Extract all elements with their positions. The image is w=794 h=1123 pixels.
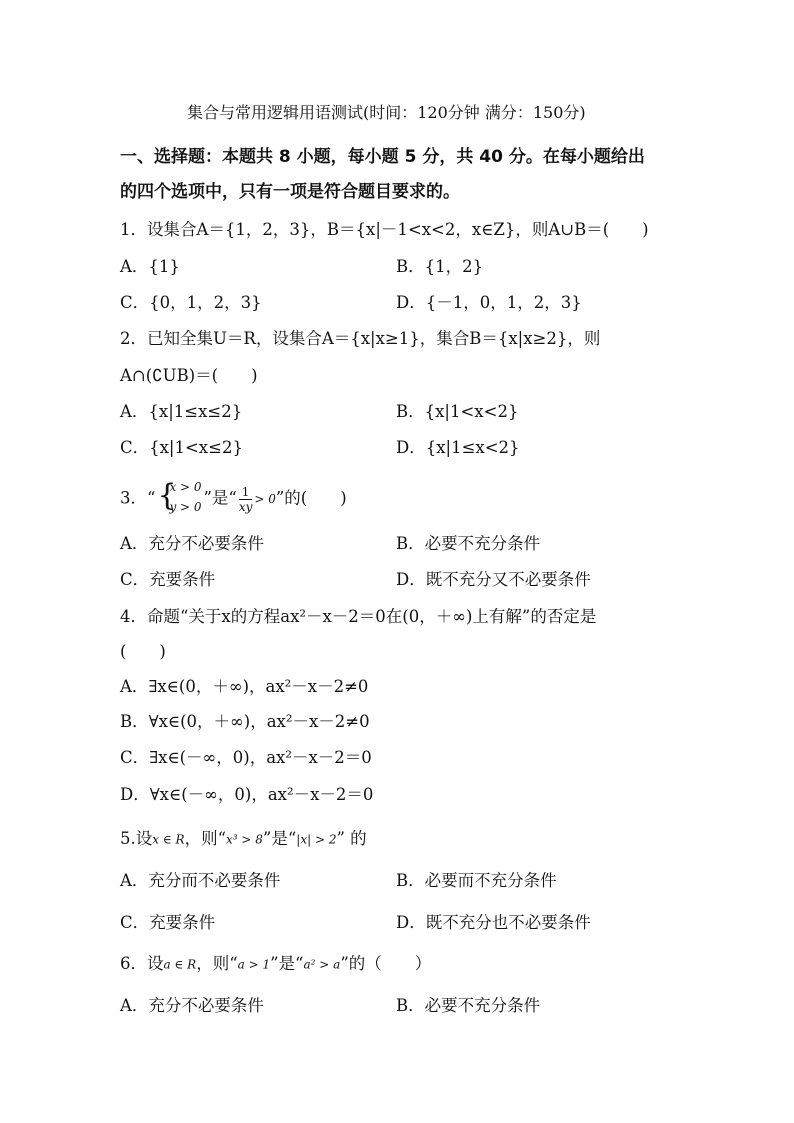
q2-stem-line-1: 2．已知全集U＝R，设集合A＝{x|x≥1}，集合B＝{x|x≥2}，则 — [120, 329, 601, 348]
q3-stem — [120, 478, 347, 516]
q3-fraction-numerator: 1 — [239, 485, 253, 500]
q2-option-b: B．{x|1<x<2} — [396, 402, 519, 421]
q3-mid: ”是“ — [203, 488, 237, 508]
q3-prefix: 3．“ — [120, 488, 156, 508]
q6-stem — [120, 953, 431, 976]
q4-option-d: D．∀x∈(－∞，0)，ax²－x－2＝0 — [120, 785, 374, 804]
q4-stem-line-2: ( ) — [120, 642, 166, 661]
q3-option-c: C．充要条件 — [120, 570, 216, 589]
q6-option-b: B．必要不充分条件 — [396, 996, 541, 1015]
q6-part-4: a > 1 — [237, 957, 271, 972]
q3-option-d: D．既不充分又不必要条件 — [396, 570, 591, 589]
q3-option-a: A．充分不必要条件 — [120, 534, 264, 553]
q5-option-c: C．充要条件 — [120, 913, 216, 932]
q4-option-b: B．∀x∈(0，＋∞)，ax²－x－2≠0 — [120, 712, 370, 731]
q4-option-c: C．∃x∈(－∞，0)，ax²－x－2＝0 — [120, 748, 372, 767]
q3-fraction-denominator: xy — [238, 499, 253, 514]
q2-stem-line-2: A∩(∁UB)＝( ) — [120, 366, 258, 385]
q1-option-a: A．{1} — [120, 257, 180, 276]
q6-part-1: 6．设 — [120, 954, 164, 973]
q2-option-c: C．{x|1<x≤2} — [120, 438, 243, 457]
q3-system-row-1: x > 0 — [169, 480, 202, 494]
q5-stem — [120, 828, 367, 851]
q5-part-3: ，则“ — [184, 829, 227, 848]
q5-part-7: ” 的 — [336, 829, 367, 848]
q2-option-d: D．{x|1≤x<2} — [396, 438, 520, 457]
q6-option-a: A．充分不必要条件 — [120, 996, 264, 1015]
q6-part-2: a ∈ R — [163, 957, 197, 972]
q1-stem: 1．设集合A＝{1，2，3}，B＝{x|－1<x<2，x∈Z}，则A∪B＝( ) — [120, 220, 649, 239]
q1-option-c: C．{0，1，2，3} — [120, 293, 262, 312]
q3-inequality-system — [157, 478, 202, 516]
q6-part-3: ，则“ — [196, 954, 238, 973]
q4-stem-line-1: 4．命题“关于x的方程ax²－x－2＝0在(0，＋∞)上有解”的否定是 — [120, 607, 597, 626]
q5-part-6: |x| > 2 — [296, 832, 337, 847]
brace-symbol: { — [157, 478, 177, 513]
page-title: 集合与常用逻辑用语测试(时间：120分钟 满分：150分) — [187, 103, 586, 122]
q5-part-5: ”是“ — [262, 829, 297, 848]
q2-option-a: A．{x|1≤x≤2} — [120, 402, 243, 421]
q6-part-5: ”是“ — [270, 954, 304, 973]
q1-option-d: D．{－1，0，1，2，3} — [396, 293, 582, 312]
q3-fraction — [239, 485, 253, 514]
q5-option-d: D．既不充分也不必要条件 — [396, 913, 591, 932]
q3-option-b: B．必要不充分条件 — [396, 534, 541, 553]
instructions-line-2: 的四个选项中，只有一项是符合题目要求的。 — [120, 182, 460, 202]
q5-option-a: A．充分而不必要条件 — [120, 871, 281, 890]
q5-part-2: x ∈ R — [152, 832, 185, 847]
q5-part-1: 5.设 — [120, 829, 153, 848]
q1-option-b: B．{1，2} — [396, 257, 484, 276]
q5-option-b: B．必要而不充分条件 — [396, 871, 557, 890]
q3-suffix: ”的( ) — [275, 488, 347, 508]
q4-option-a: A．∃x∈(0，＋∞)，ax²－x－2≠0 — [120, 677, 369, 696]
instructions-line-1: 一、选择题：本题共 8 小题，每小题 5 分，共 40 分。在每小题给出 — [120, 147, 645, 167]
q6-part-6: a² > a — [303, 957, 341, 972]
q3-fraction-rhs: > 0 — [254, 492, 276, 506]
q6-part-7: ”的（ ） — [340, 954, 432, 973]
q5-part-4: x³ > 8 — [226, 832, 263, 847]
q3-system-row-2: y > 0 — [169, 500, 202, 514]
